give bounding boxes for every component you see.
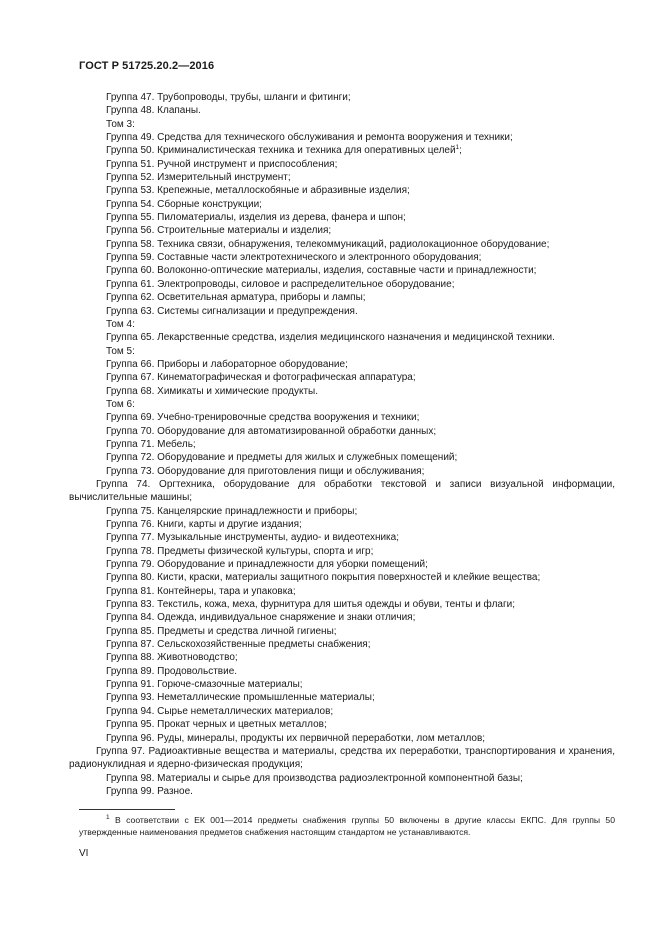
footnote-reference: 1 <box>455 144 460 152</box>
list-line: Группа 83. Текстиль, кожа, меха, фурнитура для шитья одежды и обуви, тенты и флаги; <box>106 599 515 611</box>
list-line: Группа 78. Предметы физической культуры, спорта и игр; <box>106 545 374 557</box>
list-line: Группа 84. Одежда, индивидуальное снаряжение и знаки отличия; <box>106 612 416 624</box>
list-line: Группа 73. Оборудование для приготовления пищи и обслуживания; <box>106 465 425 477</box>
list-line: Группа 95. Прокат черных и цветных металлов; <box>106 719 327 731</box>
volume-heading: Том 5: <box>106 345 135 357</box>
list-line: Группа 99. Разное. <box>106 785 193 797</box>
list-line: Группа 59. Составные части электротехнического и электронного оборудования; <box>106 252 482 264</box>
list-line: Группа 66. Приборы и лабораторное оборудование; <box>106 358 348 370</box>
list-line: Группа 61. Электропроводы, силовое и распределительное оборудование; <box>106 278 455 290</box>
document-header: ГОСТ Р 51725.20.2—2016 <box>79 60 215 72</box>
list-line: Группа 68. Химикаты и химические продукты. <box>106 385 319 397</box>
list-line: Группа 87. Сельскохозяйственные предметы снабжения; <box>106 639 371 651</box>
list-line: Группа 49. Средства для технического обслуживания и ремонта вооружения и техники; <box>106 132 513 144</box>
list-line: Группа 52. Измерительный инструмент; <box>106 172 291 184</box>
list-line: Группа 79. Оборудование и принадлежности для уборки помещений; <box>106 559 428 571</box>
list-line: Группа 71. Мебель; <box>106 438 196 450</box>
list-line: Группа 58. Техника связи, обнаружения, телекоммуникаций, радиолокационное оборудование; <box>106 238 550 250</box>
list-line: Группа 65. Лекарственные средства, изделия медицинского назначения и медицинской техники. <box>106 332 555 344</box>
footnote-text: В соответствии с ЕК 001—2014 предметы снабжения группы 50 включены в другие классы ЕКПС. Для группы 50 утвержденные наименования предметов снабжения настоящим стандартом не устанавливаются. <box>79 815 615 837</box>
list-line: Группа 53. Крепежные, металлоскобяные и абразивные изделия; <box>106 185 410 197</box>
footnote-divider <box>79 809 175 810</box>
list-line: Группа 94. Сырье неметаллических материалов; <box>106 705 334 717</box>
list-line: Группа 98. Материалы и сырье для производства радиоэлектронной компонентной базы; <box>106 772 523 784</box>
list-line-with-footnote <box>79 144 615 157</box>
list-line: Группа 85. Предметы и средства личной гигиены; <box>106 625 337 637</box>
group-list <box>69 91 615 798</box>
volume-heading: Том 4: <box>106 318 135 330</box>
list-line: Группа 67. Кинематографическая и фотографическая аппаратура; <box>106 372 416 384</box>
list-line: Группа 88. Животноводство; <box>106 652 238 664</box>
list-line: Группа 69. Учебно-тренировочные средства вооружения и техники; <box>106 412 420 424</box>
footnote-number: 1 <box>106 814 110 821</box>
list-line: Группа 55. Пиломатериалы, изделия из дерева, фанера и шпон; <box>106 212 406 224</box>
list-line: Группа 77. Музыкальные инструменты, аудио- и видеотехника; <box>106 532 399 544</box>
list-line: Группа 76. Книги, карты и другие издания; <box>106 519 302 530</box>
list-line: Группа 70. Оборудование для автоматизированной обработки данных; <box>106 425 437 437</box>
list-line: Группа 51. Ручной инструмент и приспособления; <box>106 158 338 170</box>
list-line-wrapped: Группа 97. Радиоактивные вещества и материалы, средства их переработки, транспортирования и хранения, радионуклидная и ядерно-физическая продукция; <box>69 745 615 771</box>
list-line: Том 3: <box>106 118 135 130</box>
list-line: Группа 54. Сборные конструкции; <box>106 198 262 210</box>
list-line: Группа 48. Клапаны. <box>106 105 201 117</box>
list-line: Группа 62. Осветительная арматура, приборы и лампы; <box>106 292 366 304</box>
page-number: VI <box>79 848 89 859</box>
list-line: Группа 60. Волоконно-оптические материалы, изделия, составные части и принадлежности; <box>106 265 537 277</box>
list-line: Группа 81. Контейнеры, тара и упаковка; <box>106 585 296 597</box>
list-line: Группа 75. Канцелярские принадлежности и приборы; <box>106 505 358 517</box>
list-line: Группа 96. Руды, минералы, продукты их первичной переработки, лом металлов; <box>106 732 486 744</box>
list-line: Группа 63. Системы сигнализации и предупреждения. <box>106 305 358 317</box>
footnote <box>79 815 615 838</box>
list-line-suffix: ; <box>459 145 462 157</box>
list-line-wrapped: Группа 74. Оргтехника, оборудование для обработки текстовой и записи визуальной информации, вычислительные машины; <box>69 478 615 504</box>
list-line: Группа 47. Трубопроводы, трубы, шланги и фитинги; <box>106 92 351 103</box>
list-line: Группа 56. Строительные материалы и изделия; <box>106 225 332 237</box>
list-line: Группа 72. Оборудование и предметы для жилых и служебных помещений; <box>106 452 458 464</box>
volume-heading: Том 6: <box>106 398 135 410</box>
list-line-text: Группа 50. Криминалистическая техника и техника для оперативных целей <box>106 145 456 157</box>
list-line: Группа 89. Продовольствие. <box>106 665 238 677</box>
list-line: Группа 93. Неметаллические промышленные материалы; <box>106 692 375 704</box>
list-line: Группа 91. Горюче-смазочные материалы; <box>106 679 303 691</box>
list-line: Группа 80. Кисти, краски, материалы защитного покрытия поверхностей и клейкие вещества; <box>106 572 541 584</box>
